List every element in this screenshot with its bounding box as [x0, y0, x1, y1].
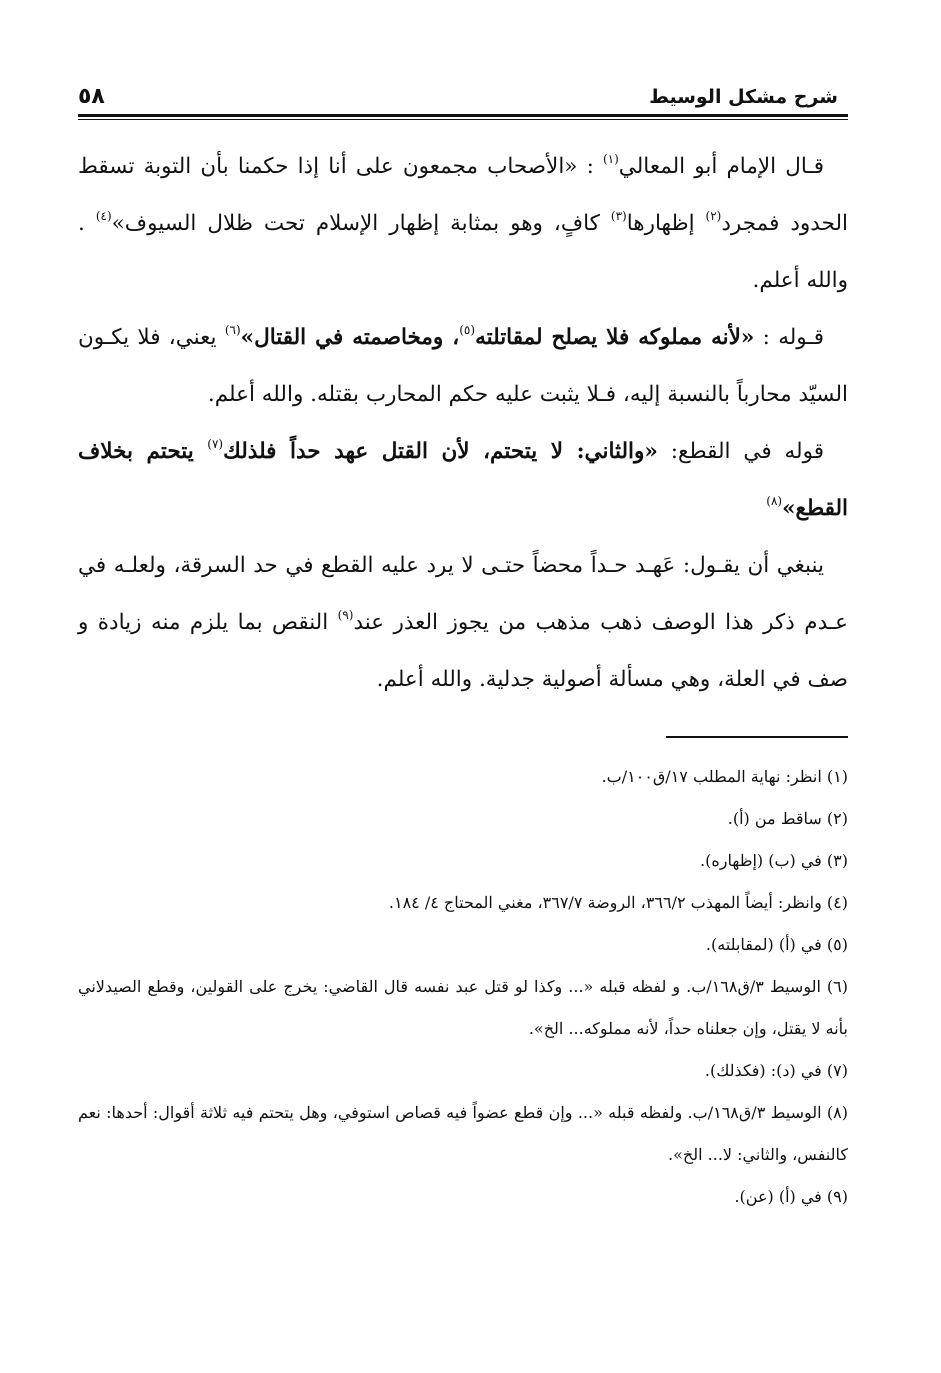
footnote-marker: (٣): [610, 209, 627, 223]
paragraph: [78, 423, 848, 537]
book-page: [78, 82, 848, 1218]
footnote-marker: (٢): [705, 209, 722, 223]
footnote-marker: (٥): [459, 323, 476, 337]
footnote-marker: (١): [602, 152, 619, 166]
quoted-text: ، ومخاصمته في القتال»: [240, 325, 460, 350]
page-number: ٥٨: [78, 84, 105, 109]
footnote-marker: (٧): [207, 437, 224, 451]
running-header: [78, 82, 848, 114]
paragraph: [78, 138, 848, 309]
text-run: يعني، فلا يكـون السيّد محارباً بالنسبة إليه، فـلا يثبت عليه حكم المحارب بقتله. والله أعلم.: [78, 325, 848, 407]
footnote-marker: (٦): [224, 323, 241, 337]
text-run: قـال الإمام أبو المعالي: [618, 154, 824, 179]
footnote-marker: (٨): [766, 494, 783, 508]
text-run: : «الأصحاب مجمعون على أنا إذا حكمنا بأن التوبة تسقط الحدود فمجرد: [78, 154, 848, 236]
header-rule: [78, 114, 848, 120]
text-run: قـوله :: [754, 325, 824, 350]
text-run: إظهارها: [626, 211, 706, 236]
text-run: قوله في القطع:: [657, 439, 824, 464]
text-run: ينبغي أن يقـول: عَهـد حـداً محضاً حتـى لا يرد عليه القطع في حد السرقة، ولعلـه في عـدم ذكر هذا الوصف ذهب مذهب من يجوز العذر عند: [78, 553, 848, 635]
footnote: (٤) وانظر: أيضاً المهذب ٣٦٦/٢، الروضة ٣٦٧/٧، مغني المحتاج ٤/ ١٨٤.: [388, 893, 848, 912]
quoted-text: «لأنه مملوكه فلا يصلح لمقاتلته: [475, 325, 755, 350]
text-run: كافٍ، وهو بمثابة إظهار الإسلام تحت ظلال السيوف»: [111, 211, 611, 236]
footnote: (٧) في (د): (فكذلك).: [704, 1061, 848, 1080]
footnote-separator: [666, 736, 848, 738]
running-title: شرح مشكل الوسيط: [649, 86, 838, 108]
text-run: النقص بما يلزم منه زيادة و صف في العلة، وهي مسألة أصولية جدلية. والله أعلم.: [78, 610, 848, 692]
footnote: (٦) الوسيط ٣/ق١٦٨/ب. و لفظه قبله «... وكذا لو قتل عبد نفسه قال القاضي: يخرج على القولين، وقطع الصيدلاني بأنه لا يقتل، وإن جعلناه حداً، لأنه مملوكه... الخ».: [78, 977, 849, 1038]
footnote: (٥) في (أ) (لمقابلته).: [705, 935, 848, 954]
footnote-marker: (٤): [95, 209, 112, 223]
paragraph: [78, 309, 848, 423]
footnote: (٨) الوسيط ٣/ق١٦٨/ب. ولفظه قبله «... وإن قطع عضواً فيه قصاص استوفي، وهل يتحتم فيه ثلاثة أقوال: أحدها: نعم كالنفس، والثاني: لا... الخ».: [78, 1103, 848, 1164]
paragraph: [78, 537, 848, 708]
quoted-text: «والثاني: لا يتحتم، لأن القتل عهد حداً فلذلك: [223, 439, 658, 464]
main-text: [78, 138, 848, 708]
footnote-marker: (٩): [337, 608, 354, 622]
text-run: . والله أعلم.: [78, 211, 848, 293]
footnote: (٢) ساقط من (أ).: [727, 809, 848, 828]
footnote: (٩) في (أ) (عن).: [734, 1187, 848, 1206]
footnote: (٣) في (ب) (إظهاره).: [700, 851, 848, 870]
footnote: (١) انظر: نهاية المطلب ١٧/ق١٠٠/ب.: [601, 767, 848, 786]
quoted-text: يتحتم بخلاف القطع»: [78, 439, 848, 521]
footnotes: [78, 756, 848, 1218]
